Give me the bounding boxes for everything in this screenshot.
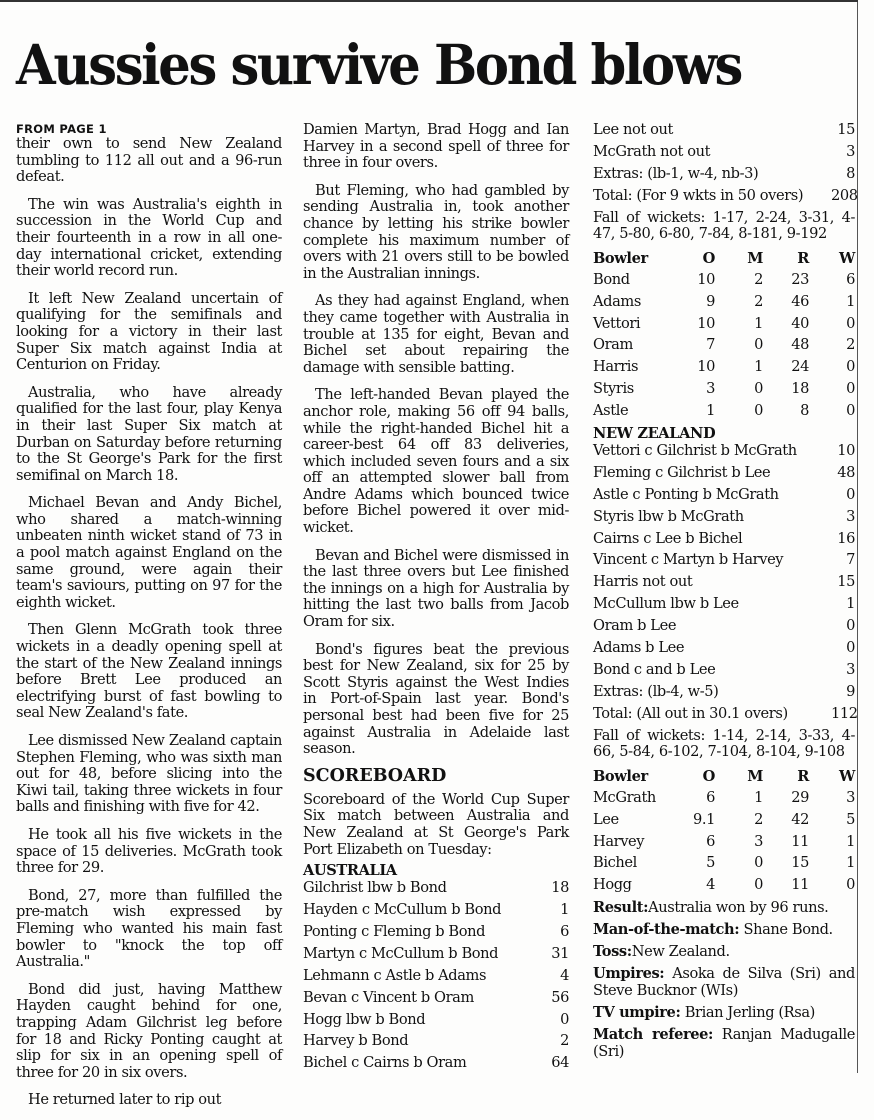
team-label-australia: AUSTRALIA (303, 862, 397, 880)
bowler-name: Styris (593, 380, 634, 398)
bowling-figure: 1 (846, 292, 855, 310)
bowling-figure: 1 (846, 854, 855, 872)
tv-umpire-line (593, 1004, 855, 1021)
batsman-dismissal: Harris not out (593, 573, 693, 591)
batsman-dismissal: Total: (All out in 30.1 overs) (593, 704, 788, 722)
bowler-name: Harvey (593, 832, 645, 850)
bowler-name: Hogg (593, 876, 632, 894)
australia-batting-part-2 (593, 121, 858, 210)
story-paragraph: Damien Martyn, Brad Hogg and Ian Harvey in a second spell of three for three in four overs. (303, 121, 569, 172)
bowling-figure: 0 (846, 314, 855, 332)
batsman-dismissal: Hogg lbw b Bond (303, 1010, 426, 1028)
bowling-row (593, 359, 855, 381)
story-paragraph: But Fleming, who had gambled by sending Australia in, took another chance by letting his strike bowler complete his maximum number of overs with 21 overs still to be bowled in the Australian innings. (303, 181, 569, 282)
batsman-runs: 0 (846, 639, 855, 656)
umpires-label: Umpires: (593, 965, 665, 983)
bowling-row (593, 272, 855, 294)
bowling-figure: 18 (791, 380, 809, 398)
batsman-dismissal: Adams b Lee (593, 639, 685, 656)
batsman-runs: 3 (846, 507, 855, 525)
batsman-dismissal: Extras: (lb-4, w-5) (593, 682, 719, 700)
bowling-figure: 0 (754, 402, 763, 420)
bowling-figure: 2 (754, 270, 763, 288)
batsman-runs: 56 (551, 988, 569, 1006)
batsman-runs: 31 (551, 944, 569, 962)
batsman-dismissal: Vincent c Martyn b Harvey (593, 551, 784, 569)
batsman-runs: 64 (551, 1054, 569, 1072)
batsman-runs: 10 (837, 441, 855, 459)
batting-row (593, 166, 855, 188)
story-paragraph: Bond, 27, more than fulfilled the pre-match wish expressed by Fleming who wanted his main fast bowler to "knock the top off Australia." (16, 886, 282, 971)
top-rule (0, 0, 858, 2)
bowling-figure: 1 (706, 402, 715, 420)
batsman-runs: 1 (846, 595, 855, 613)
bowling-row (593, 812, 855, 834)
australia-batting-part-1 (303, 880, 569, 1077)
result-line (593, 899, 855, 916)
batsman-runs: 3 (846, 660, 855, 678)
bowling-header-cell: R (797, 767, 809, 785)
bowling-figure: 0 (846, 402, 855, 420)
batting-row (593, 531, 855, 553)
match-referee-label: Match referee: (593, 1026, 714, 1044)
batting-row (593, 596, 855, 618)
toss-label: Toss: (593, 943, 632, 961)
bowling-figure: 1 (846, 832, 855, 850)
result-label: Result: (593, 899, 649, 917)
bowling-figure: 2 (754, 292, 763, 310)
batsman-runs: 1 (560, 901, 569, 919)
batsman-runs: 16 (837, 529, 855, 547)
bowling-figure: 4 (706, 876, 715, 894)
man-of-the-match-line (593, 921, 855, 938)
bowling-figure: 0 (754, 336, 763, 354)
bowling-figure: 15 (791, 854, 809, 872)
story-paragraph: It left New Zealand uncertain of qualifying for the semifinals and looking for a victory in their last Super Six match against India at Centurion on Friday. (16, 289, 282, 374)
bowling-figure: 42 (791, 810, 809, 828)
new-zealand-fall-of-wickets: Fall of wickets: 1-14, 2-14, 3-33, 4-66, 5-84, 6-102, 7-104, 8-104, 9-108 (593, 726, 855, 761)
bowling-figure: 24 (791, 358, 809, 376)
story-paragraph: He returned later to rip out (28, 1091, 222, 1109)
bowling-figure: 29 (791, 788, 809, 806)
story-paragraph: Then Glenn McGrath took three wickets in a deadly opening spell at the start of the New Zealand innings before Brett Lee produced an electrifying burst of fast bowling to seal New Zealand's fate. (16, 621, 282, 722)
batting-row (303, 990, 569, 1012)
bowling-figure: 1 (754, 788, 763, 806)
bowling-header-cell: Bowler (593, 249, 648, 267)
story-paragraph: Bevan and Bichel were dismissed in the last three overs but Lee finished the innings on a high for Australia by hitting the last two balls from Jacob Oram for six. (303, 546, 569, 631)
batsman-dismissal: Ponting c Fleming b Bond (303, 922, 486, 940)
batsman-dismissal: Martyn c McCullum b Bond (303, 944, 499, 962)
bowling-figure: 11 (791, 832, 809, 850)
bowler-name: Bichel (593, 854, 637, 872)
man-of-the-match-value: Shane Bond. (743, 921, 833, 939)
umpires-line (593, 965, 855, 999)
bowling-figure: 3 (754, 832, 763, 850)
scoreboard-lead: Scoreboard of the World Cup Super Six match between Australia and New Zealand at St George's Park Port Elizabeth on Tuesday: (303, 790, 569, 858)
batsman-runs: 208 (831, 186, 858, 204)
bowling-row (593, 834, 855, 856)
man-of-the-match-label: Man-of-the-match: (593, 921, 740, 939)
bowler-name: McGrath (593, 788, 656, 806)
tv-umpire-label: TV umpire: (593, 1004, 681, 1022)
batsman-runs: 9 (846, 682, 855, 700)
batting-row (593, 574, 855, 596)
bowling-figure: 5 (846, 810, 855, 828)
batting-row (593, 487, 855, 509)
batting-row (593, 509, 855, 531)
bowling-figure: 10 (697, 270, 715, 288)
batsman-runs: 0 (560, 1010, 569, 1028)
batsman-dismissal: Harvey b Bond (303, 1032, 409, 1050)
bowler-name: Vettori (593, 314, 641, 332)
bowling-figure: 2 (754, 810, 763, 828)
batting-row (593, 186, 858, 210)
batsman-dismissal: Oram b Lee (593, 617, 677, 635)
bowling-figure: 23 (791, 270, 809, 288)
bowling-figure: 5 (706, 854, 715, 872)
bowler-name: Lee (593, 810, 619, 828)
bowling-header-cell: Bowler (593, 767, 648, 785)
batting-row (593, 465, 855, 487)
batsman-runs: 0 (846, 485, 855, 503)
batsman-dismissal: Extras: (lb-1, w-4, nb-3) (593, 164, 759, 182)
batsman-runs: 3 (846, 142, 855, 160)
bowling-figure: 3 (846, 788, 855, 806)
batsman-dismissal: Bichel c Cairns b Oram (303, 1054, 467, 1072)
batsman-dismissal: Styris lbw b McGrath (593, 507, 744, 525)
batting-row (593, 443, 855, 465)
batsman-dismissal: McGrath not out (593, 142, 711, 160)
toss-value: New Zealand. (631, 943, 730, 961)
bowling-figure: 7 (706, 336, 715, 354)
batsman-runs: 0 (846, 617, 855, 635)
result-value: Australia won by 96 runs. (648, 899, 829, 917)
bowling-figure: 8 (800, 402, 809, 420)
bowling-figure: 3 (706, 380, 715, 398)
batsman-dismissal: Lehmann c Astle b Adams (303, 966, 487, 984)
kicker: FROM PAGE 1 (16, 122, 107, 136)
story-paragraph: As they had against England, when they came together with Australia in trouble at 135 for eight, Bevan and Bichel set about repairing the damage with sensible batting. (303, 292, 569, 376)
batting-row (593, 662, 855, 684)
batting-row (593, 144, 855, 166)
bowling-figure: 48 (791, 336, 809, 354)
match-referee-value: Ranjan Madugalle (Sri) (593, 1026, 855, 1061)
story-paragraph: The win was Australia's eighth in succession in the World Cup and their fourteenth in a row in all one-day international cricket, extending their world record run. (16, 195, 282, 280)
bowling-figure: 0 (754, 380, 763, 398)
bowling-figure: 0 (846, 380, 855, 398)
batting-row (593, 704, 858, 728)
bowling-header-cell: R (797, 249, 809, 267)
bowling-row (593, 403, 855, 425)
batting-row (593, 122, 855, 144)
bowling-figure: 1 (754, 358, 763, 376)
story-paragraph: Michael Bevan and Andy Bichel, who shared a match-winning unbeaten ninth wicket stand of 73 in a pool match against England on the same ground, were again their team's saviours, putting on 97 for the eighth wicket. (16, 494, 282, 611)
bowler-name: Adams (593, 292, 641, 310)
bowling-figure: 1 (754, 314, 763, 332)
batsman-dismissal: Bond c and b Lee (593, 660, 716, 678)
bowling-header-cell: O (702, 249, 715, 267)
batsman-runs: 112 (831, 704, 858, 722)
batting-row (303, 880, 569, 902)
batsman-dismissal: Gilchrist lbw b Bond (303, 879, 447, 897)
bowling-figure: 9 (706, 292, 715, 310)
bowling-header-cell: M (747, 767, 763, 785)
batsman-runs: 7 (846, 551, 855, 569)
bowling-header-cell: O (702, 767, 715, 785)
batsman-dismissal: Vettori c Gilchrist b McGrath (593, 441, 797, 459)
batsman-runs: 6 (560, 922, 569, 940)
bowler-name: Bond (593, 270, 630, 288)
bowling-header-row (593, 251, 855, 272)
batsman-dismissal: Cairns c Lee b Bichel (593, 529, 743, 547)
batsman-runs: 18 (551, 879, 569, 897)
bowling-header-cell: W (839, 249, 855, 267)
bowling-header-cell: W (839, 767, 855, 785)
batsman-dismissal: Lee not out (593, 121, 673, 138)
story-paragraph: Bond's figures beat the previous best for New Zealand, six for 25 by Scott Styris against the West Indies in Port-of-Spain last year. Bond's personal best had been five for 25 against Australia in Adelaide last season. (303, 640, 569, 758)
bowling-figure: 10 (697, 314, 715, 332)
batting-row (303, 1012, 569, 1034)
bowling-figure: 0 (846, 876, 855, 894)
batting-row (303, 924, 569, 946)
team-label-new-zealand: NEW ZEALAND (593, 424, 716, 442)
batting-row (593, 618, 855, 640)
batting-row (593, 684, 855, 706)
bowling-row (593, 294, 855, 316)
new-zealand-bowling-table (593, 251, 855, 425)
bowler-name: Astle (593, 402, 629, 420)
story-paragraph: The left-handed Bevan played the anchor role, making 56 off 94 balls, while the right-handed Bichel hit a career-best 64 off 83 deliveries, which included seven fours and a six off an attempted slower ball from Andre Adams which bounced twice before Bichel powered it over mid-wicket. (303, 386, 569, 537)
story-paragraph: He took all his five wickets in the space of 15 deliveries. McGrath took three for 29. (16, 825, 282, 877)
batsman-dismissal: Hayden c McCullum b Bond (303, 901, 502, 919)
batsman-dismissal: Fleming c Gilchrist b Lee (593, 463, 771, 481)
tv-umpire-value: Brian Jerling (Rsa) (684, 1004, 815, 1022)
batsman-dismissal: Total: (For 9 wkts in 50 overs) (593, 186, 804, 204)
headline: Aussies survive Bond blows (16, 32, 742, 97)
bowling-figure: 11 (791, 876, 809, 894)
bowler-name: Oram (593, 336, 633, 354)
bowling-figure: 0 (754, 854, 763, 872)
bowling-row (593, 877, 855, 899)
australia-bowling-table (593, 769, 855, 899)
story-column-2 (303, 122, 569, 1077)
scoreboard-heading: SCOREBOARD (303, 765, 447, 786)
batsman-runs: 4 (560, 966, 569, 984)
bowling-figure: 46 (791, 292, 809, 310)
bowling-figure: 6 (846, 270, 855, 288)
bowling-header-row (593, 769, 855, 790)
bowling-row (593, 790, 855, 812)
toss-line (593, 943, 855, 960)
batting-row (303, 1033, 569, 1055)
batsman-runs: 15 (837, 573, 855, 591)
bowling-row (593, 855, 855, 877)
batting-row (303, 1055, 569, 1077)
batsman-runs: 8 (846, 164, 855, 182)
bowling-figure: 40 (791, 314, 809, 332)
bowling-figure: 6 (706, 788, 715, 806)
batsman-dismissal: Astle c Ponting b McGrath (593, 485, 779, 503)
story-paragraph: Australia, who have already qualified for the last four, play Kenya in their last Super Six match at Durban on Saturday before returning to the St George's Park for the first semifinal on March 18. (16, 383, 282, 484)
batting-row (303, 902, 569, 924)
umpires-value: Asoka de Silva (Sri) and Steve Bucknor (WIs) (593, 965, 855, 1000)
batting-row (593, 552, 855, 574)
scoreboard-column (593, 121, 858, 1065)
story-paragraph: Lee dismissed New Zealand captain Stephen Fleming, who was sixth man out for 48, before slicing into the Kiwi tail, taking three wickets in four balls and finishing with five for 42. (16, 732, 282, 816)
bowling-figure: 2 (846, 336, 855, 354)
batsman-dismissal: McCullum lbw b Lee (593, 595, 739, 613)
story-column-1 (16, 122, 282, 1120)
batsman-runs: 2 (560, 1032, 569, 1050)
story-paragraph: Bond did just, having Matthew Hayden caught behind for one, trapping Adam Gilchrist leg before for 18 and Ricky Ponting caught at slip for six in an opening spell of three for 20 in six overs. (16, 980, 282, 1081)
bowler-name: Harris (593, 358, 639, 376)
story-paragraph: their own to send New Zealand tumbling to 112 all out and a 96-run defeat. (16, 135, 282, 186)
bowling-row (593, 337, 855, 359)
batting-row (593, 640, 855, 662)
batsman-dismissal: Bevan c Vincent b Oram (303, 988, 474, 1006)
bowling-header-cell: M (747, 249, 763, 267)
bowling-figure: 9.1 (692, 810, 715, 828)
australia-fall-of-wickets: Fall of wickets: 1-17, 2-24, 3-31, 4-47, 5-80, 6-80, 7-84, 8-181, 9-192 (593, 208, 855, 243)
bowling-row (593, 316, 855, 338)
bowling-figure: 6 (706, 832, 715, 850)
bowling-figure: 0 (754, 876, 763, 894)
batsman-runs: 48 (837, 463, 855, 481)
batting-row (303, 946, 569, 968)
batsman-runs: 15 (837, 121, 855, 138)
new-zealand-batting (593, 441, 858, 728)
bowling-figure: 10 (697, 358, 715, 376)
bowling-row (593, 381, 855, 403)
bowling-figure: 0 (846, 358, 855, 376)
match-referee-line (593, 1026, 855, 1060)
batting-row (303, 968, 569, 990)
